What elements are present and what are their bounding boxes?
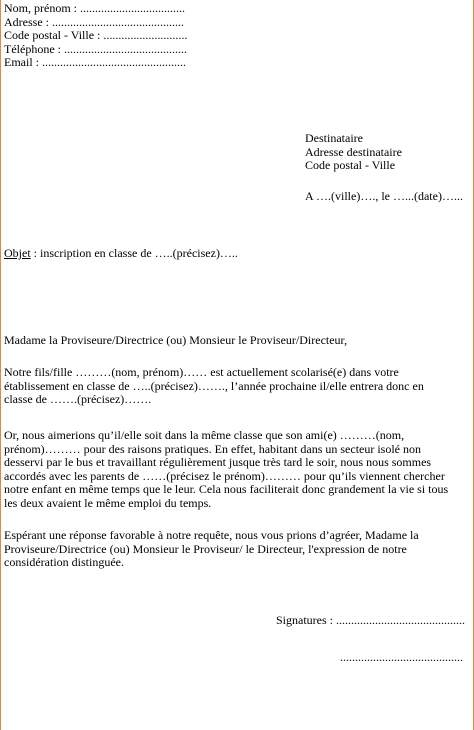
closing-line: considération distinguée.	[4, 555, 124, 569]
subject-text: : inscription en classe de …..(précisez)…..	[30, 246, 238, 260]
sender-address-line: Adresse : ............................................	[4, 14, 184, 29]
signature-line	[340, 651, 463, 665]
paragraph-2-line: les deux avaient le même emploi du temps.	[4, 495, 212, 510]
subject-label: Objet	[4, 246, 31, 260]
paragraph-2	[4, 429, 448, 510]
recipient-block	[305, 132, 402, 173]
paragraph-1-line: établissement en classe de …..(précisez)……., l’année prochaine il/elle entrera donc en	[4, 378, 424, 393]
signature-dots: .........................................	[340, 650, 463, 664]
page-border-left	[0, 0, 1, 730]
paragraph-2-line: accordés avec les parents de ……(précisez le prénom)……… pour qu’ils viennent chercher	[4, 468, 445, 483]
closing-line: Espérant une réponse favorable à notre requête, nous vous prions d’agréer, Madame la	[4, 528, 419, 542]
signatures-label-text: Signatures : ...........................................	[276, 613, 465, 627]
closing-paragraph	[4, 529, 419, 570]
sender-block	[4, 2, 187, 70]
sender-phone-line: Téléphone : .........................................	[4, 41, 187, 56]
paragraph-2-line: prénom)……… pour des raisons pratiques. En effet, habitant dans un secteur isolé non	[4, 441, 422, 456]
sender-name-line: Nom, prénom : ...................................	[4, 1, 185, 15]
recipient-address: Adresse destinataire	[305, 144, 402, 159]
recipient-postcode: Code postal - Ville	[305, 158, 396, 172]
salutation	[4, 334, 347, 348]
place-date-text: A ….(ville)…., le …...(date)…...	[305, 189, 463, 203]
signatures-label	[276, 614, 465, 628]
subject-line	[4, 247, 238, 261]
salutation-text: Madame la Proviseure/Directrice (ou) Monsieur le Proviseur/Directeur,	[4, 333, 348, 347]
recipient-name: Destinataire	[305, 131, 363, 145]
closing-line: Proviseure/Directrice (ou) Monsieur le Proviseur/ le Directeur, l'expression de notre	[4, 541, 407, 556]
paragraph-2-line: notre enfant en même temps que le leur. Cela nous faciliterait donc grandement la vie si tous	[4, 482, 449, 496]
sender-postcode-line: Code postal - Ville : ............................	[4, 28, 188, 42]
paragraph-1-line: Notre fils/fille ………(nom, prénom)…… est actuellement scolarisé(e) dans votre	[4, 365, 399, 379]
place-date	[305, 190, 463, 204]
paragraph-2-line: Or, nous aimerions qu’il/elle soit dans la même classe que son ami(e) ………(nom,	[4, 428, 405, 442]
sender-email-line: Email : ................................................	[4, 55, 186, 69]
paragraph-1	[4, 366, 424, 407]
paragraph-1-line: classe de …….(précisez)…….	[4, 392, 152, 406]
paragraph-2-line: desservi par le bus et travaillant régulièrement jusque très tard le soir, nous nous sommes	[4, 455, 432, 469]
